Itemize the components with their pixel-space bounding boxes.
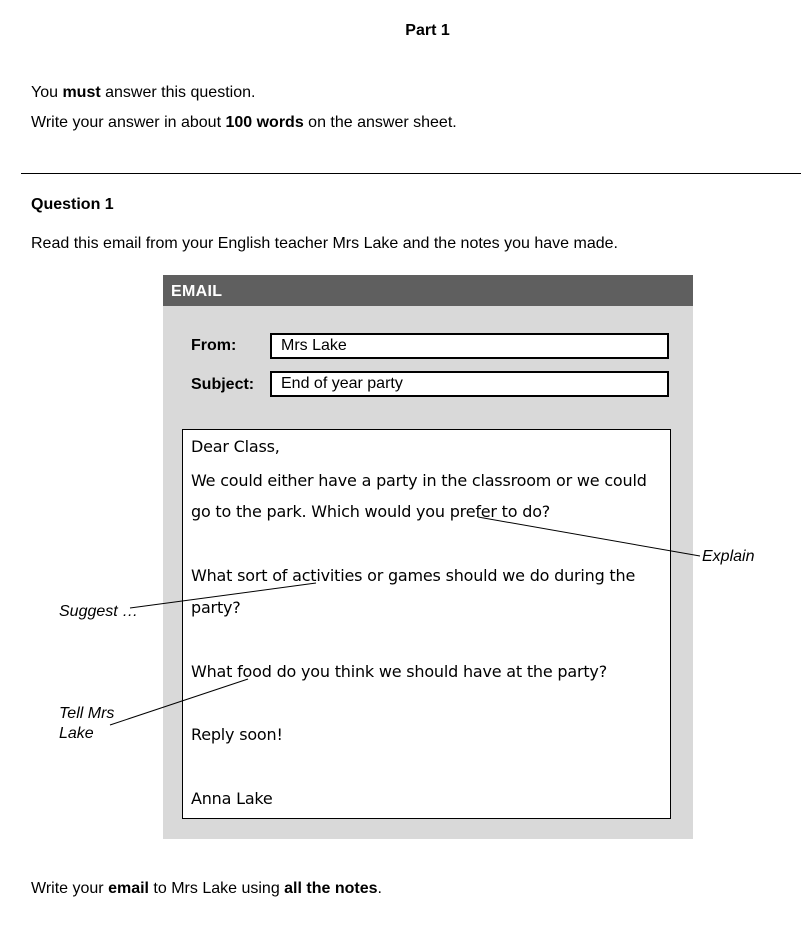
suggest-leader-line: [130, 583, 316, 608]
instruction-emphasis: email: [108, 880, 149, 897]
subject-label: Subject:: [191, 376, 255, 393]
instruction-text: Write your answer in about: [31, 114, 226, 131]
instruction-text: You: [31, 84, 63, 101]
email-greeting: Dear Class,: [191, 437, 280, 456]
final-instruction: [31, 880, 382, 898]
part-title: Part 1: [405, 22, 450, 39]
question-intro: Read this email from your English teacher Mrs Lake and the notes you have made.: [31, 235, 618, 252]
instruction-emphasis: all the notes: [284, 880, 378, 897]
instruction-text: .: [377, 880, 382, 897]
instruction-text: answer this question.: [100, 84, 256, 101]
instruction-emphasis: must: [62, 84, 101, 101]
instruction-text: Write your: [31, 880, 109, 897]
note-explain: Explain: [702, 548, 755, 565]
subject-field: End of year party: [270, 371, 669, 397]
tell-leader-line: [110, 679, 248, 725]
email-paragraph-line: What food do you think we should have at the party?: [191, 662, 607, 681]
instruction-text: on the answer sheet.: [303, 114, 457, 131]
instruction-emphasis: 100 words: [225, 114, 304, 131]
note-tell-line1: Tell Mrs: [59, 705, 115, 722]
from-label: From:: [191, 337, 237, 354]
explain-leader-line: [478, 517, 700, 556]
instruction-text: to Mrs Lake using: [148, 880, 285, 897]
email-paragraph-line: What sort of activities or games should we do during the: [191, 566, 636, 585]
email-paragraph-line: party?: [191, 598, 241, 617]
question-heading: Question 1: [31, 196, 114, 213]
email-paragraph-line: go to the park. Which would you prefer to do?: [191, 502, 551, 521]
email-header-label: EMAIL: [171, 283, 223, 300]
note-tell-line2: Lake: [59, 725, 94, 742]
note-suggest: Suggest …: [59, 603, 139, 620]
from-field: Mrs Lake: [270, 333, 669, 359]
email-paragraph-line: We could either have a party in the classroom or we could: [191, 471, 647, 490]
email-closing: Reply soon!: [191, 725, 283, 744]
email-signature: Anna Lake: [191, 789, 273, 808]
